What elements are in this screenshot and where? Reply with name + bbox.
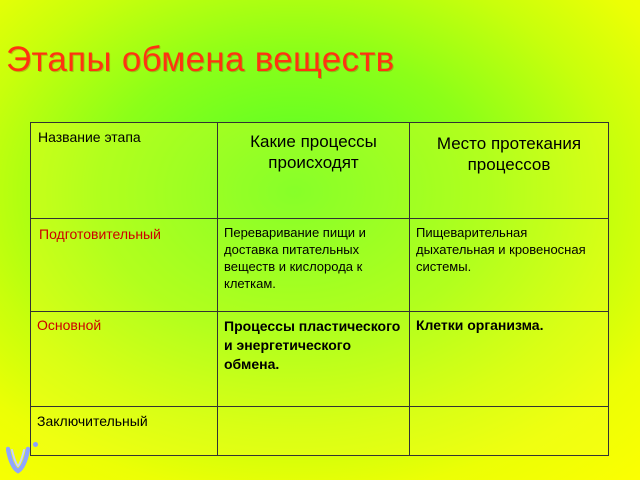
header-place: Место протекания процессов (436, 134, 582, 174)
processes-text: Переваривание пищи и доставка питательных веществ и кислорода к клеткам. (224, 225, 366, 291)
stages-table (30, 122, 609, 456)
stage-cell (31, 407, 218, 456)
v-logo-icon (6, 446, 30, 474)
table-header-row (31, 123, 609, 219)
header-processes: Какие процессы происходят (250, 132, 377, 172)
place-cell (410, 312, 609, 407)
place-text: Клетки организма. (416, 317, 544, 333)
place-text: Пищеварительная дыхательная и кровеносная системы. (416, 225, 586, 274)
table-row (31, 219, 609, 312)
table-row (31, 407, 609, 456)
table-row (31, 312, 609, 407)
stage-cell (31, 219, 218, 312)
stage-name: Основной (37, 317, 102, 333)
processes-cell (218, 407, 410, 456)
processes-text: Процессы пластического и энергетического обмена. (224, 318, 401, 372)
place-cell (410, 407, 609, 456)
header-cell-processes (218, 123, 410, 219)
header-cell-place (410, 123, 609, 219)
stage-name: Подготовительный (39, 226, 161, 242)
processes-cell (218, 312, 410, 407)
page-title: Этапы обмена веществ (6, 40, 395, 79)
place-cell (410, 219, 609, 312)
stage-name: Заключительный (37, 413, 148, 429)
dot-icon (33, 442, 38, 447)
header-stage-name: Название этапа (38, 129, 141, 145)
stage-cell (31, 312, 218, 407)
processes-cell (218, 219, 410, 312)
header-cell-stage-name (31, 123, 218, 219)
